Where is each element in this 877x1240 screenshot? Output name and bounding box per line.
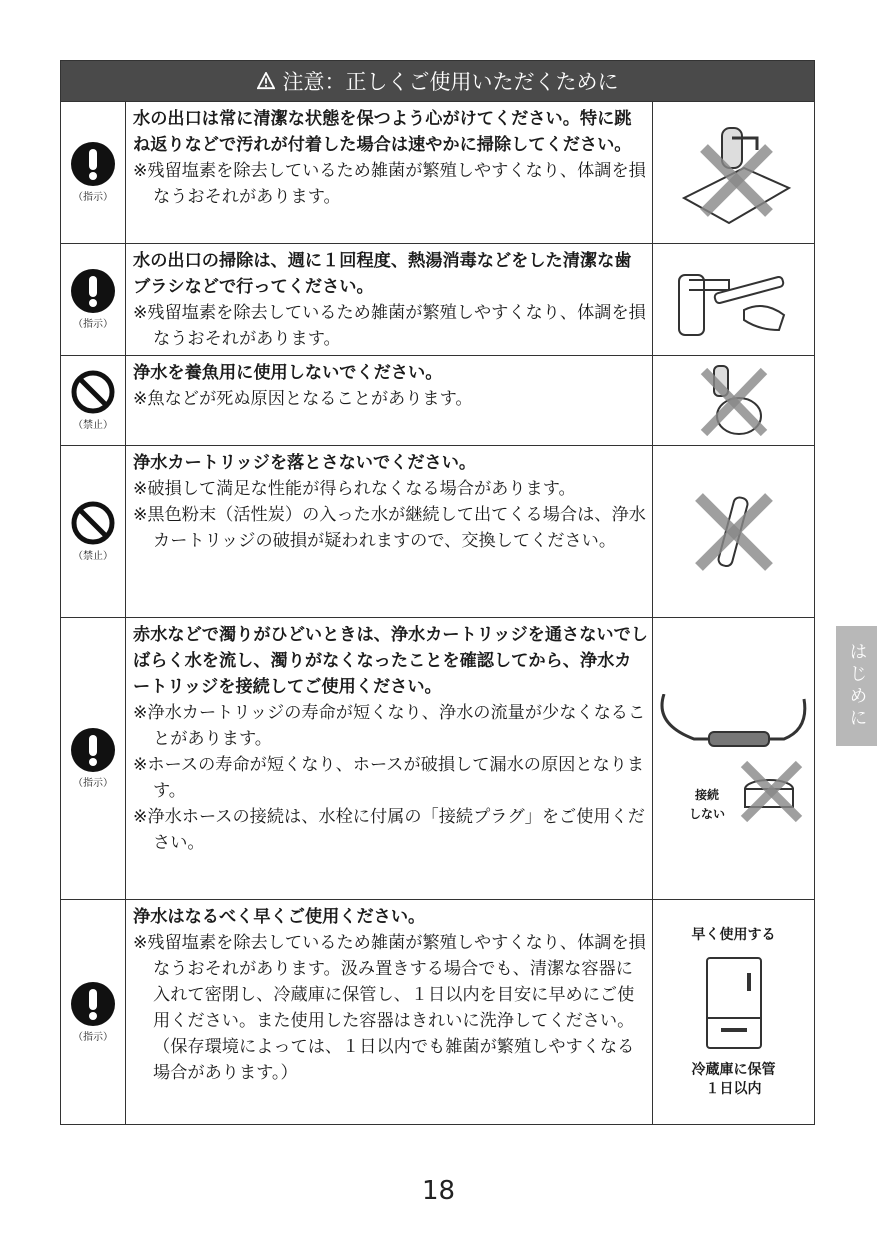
row-text [126,244,652,355]
symbol-label: （禁止） [73,420,113,431]
dropped-cartridge-prohibited-icon [684,482,784,582]
prohibited-icon [71,501,115,545]
page-number: 18 [421,1176,456,1206]
caution-row [61,244,814,356]
symbol-label: （禁止） [73,551,113,562]
row-note: ※残留塩素を除去しているため雑菌が繁殖しやすくなり、体調を損なうおそれがあります。汲み置きする場合でも、清潔な容器に入れて密閉し、冷蔵庫に保管し、１日以内を目安に早めにご使用ください。また使用した容器はきれいに洗浄してください。（保存環境によっては、１日以内でも雑菌が繁殖しやすくなる場合があります。） [133,933,646,1083]
row-note: ※残留塩素を除去しているため雑菌が繁殖しやすくなり、体調を損なうおそれがあります。 [133,161,646,207]
row-lead: 浄水カートリッジを落とさないでください。 [133,453,477,473]
symbol-cell [61,446,126,617]
section-side-tab[interactable]: はじめに [836,626,877,746]
illustration-bottom-label-2: １日以内 [705,1080,762,1097]
fishbowl-prohibited-icon [694,361,774,441]
symbol-cell [61,244,126,355]
caution-header [61,61,814,102]
caution-row [61,900,814,1124]
mandatory-icon [71,728,115,772]
row-note: ※ホースの寿命が短くなり、ホースが破損して漏水の原因となります。 [133,755,645,801]
hose-connection-icon [654,694,814,824]
illustration-cell [652,446,814,617]
row-lead: 水の出口の掃除は、週に１回程度、熱湯消毒などをした清潔な歯ブラシなどで行ってください。 [133,251,632,297]
caution-row [61,102,814,244]
caution-row [61,446,814,618]
row-text [126,356,652,445]
row-lead: 浄水はなるべく早くご使用ください。 [133,907,426,927]
mandatory-icon [71,142,115,186]
refrigerator-icon [699,953,769,1053]
row-lead: 浄水を養魚用に使用しないでください。 [133,363,443,383]
symbol-label: （指示） [73,778,113,789]
symbol-label: （指示） [73,192,113,203]
row-note: ※破損して満足な性能が得られなくなる場合があります。 [133,479,576,499]
caution-row [61,356,814,446]
illustration-cell [652,244,814,355]
symbol-cell [61,900,126,1124]
row-text [126,446,652,617]
illustration-label: 接続 しない [689,788,726,821]
illustration-cell [652,618,814,899]
caution-row [61,618,814,900]
mandatory-icon [71,269,115,313]
row-note: ※浄水ホースの接続は、水栓に付属の「接続プラグ」をご使用ください。 [133,807,645,853]
row-note: ※魚などが死ぬ原因となることがあります。 [133,389,473,409]
row-text [126,618,652,899]
illustration-cell [652,102,814,243]
warning-triangle-icon [257,72,275,90]
symbol-label: （指示） [73,319,113,330]
row-text [126,900,652,1124]
illustration-bottom-label: 冷蔵庫に保管 [691,1061,776,1078]
row-text [126,102,652,243]
caution-title: 注意：正しくご使用いただくために [282,70,619,94]
symbol-cell [61,618,126,899]
toothbrush-cleaning-faucet-icon [669,255,799,345]
symbol-cell [61,102,126,243]
symbol-label: （指示） [73,1031,113,1043]
row-lead: 赤水などで濁りがひどいときは、浄水カートリッジを通さないでしばらく水を流し、濁りがなくなったことを確認してから、浄水カートリッジを接続してご使用ください。 [133,625,648,697]
row-note: ※浄水カートリッジの寿命が短くなり、浄水の流量が少なくなることがあります。 [133,703,646,749]
row-note: ※残留塩素を除去しているため雑菌が繁殖しやすくなり、体調を損なうおそれがあります。 [133,303,646,349]
illustration-top-label: 早く使用する [691,926,776,943]
faucet-splash-prohibited-icon [674,118,794,228]
row-note: ※黒色粉末（活性炭）の入った水が継続して出てくる場合は、浄水カートリッジの破損が疑われますので、交換してください。 [133,505,646,551]
prohibited-icon [71,370,115,414]
mandatory-icon [71,982,115,1026]
caution-table [60,60,815,1125]
illustration-cell [652,356,814,445]
illustration-cell [652,900,814,1124]
row-lead: 水の出口は常に清潔な状態を保つよう心がけてください。特に跳ね返りなどで汚れが付着した場合は速やかに掃除してください。 [133,109,632,155]
symbol-cell [61,356,126,445]
